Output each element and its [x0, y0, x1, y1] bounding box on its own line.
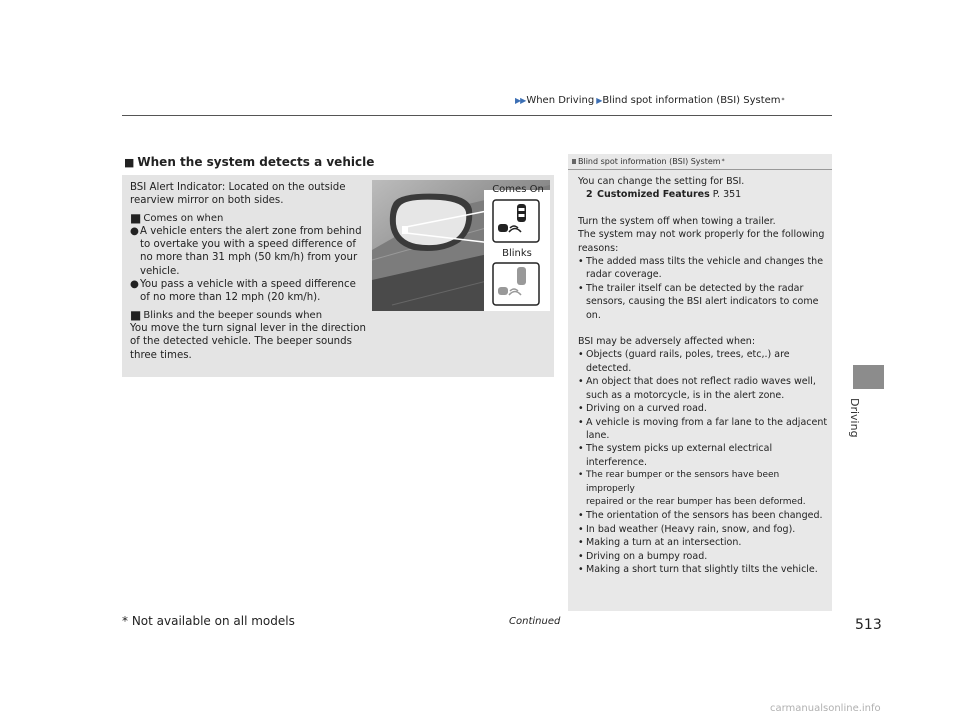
- subheading-blinks: ■ Blinks and the beeper sounds when: [130, 308, 323, 323]
- breadcrumb-item-bsi[interactable]: Blind spot information (BSI) System: [602, 95, 781, 106]
- subheading-square-icon: ■: [130, 308, 142, 323]
- bsi-indicator-blink-icon: [493, 263, 539, 305]
- bullet-icon: •: [578, 403, 584, 415]
- bullet-icon: ●: [130, 279, 139, 291]
- bullet-item: • Making a short turn that slightly tilts the vehicle.: [578, 563, 818, 575]
- watermark: carmanualsonline.info: [770, 703, 881, 714]
- bullet-icon: •: [578, 470, 584, 481]
- bullet-item: • The trailer itself can be detected by the radar sensors, causing the BSI alert indicators to come on.: [578, 282, 819, 321]
- bullet-icon: •: [578, 550, 584, 562]
- header-divider: [122, 115, 832, 116]
- note-marker-icon: [572, 159, 576, 164]
- continued-label: Continued: [509, 616, 561, 627]
- bullet-item: • The system picks up external electrical interference.: [578, 443, 773, 468]
- bullet-icon: •: [578, 376, 584, 388]
- bullet-item: ● A vehicle enters the alert zone from behind to overtake you with a speed difference of no more than 31 mph (50 km/h) from your vehicle.: [130, 225, 362, 277]
- bullet-item: • An object that does not reflect radio waves well, such as a motorcycle, is in the alert zone.: [578, 376, 816, 401]
- bullet-item: ● You pass a vehicle with a speed difference of no more than 12 mph (20 km/h).: [130, 279, 356, 304]
- chapter-label: Driving: [848, 398, 861, 438]
- intro-line: rearview mirror on both sides.: [130, 195, 284, 207]
- bullet-item: • Making a turn at an intersection.: [578, 537, 742, 549]
- bullet-item: • The added mass tilts the vehicle and changes the radar coverage.: [578, 256, 824, 281]
- breadcrumb-arrow-icon: ▶▶: [515, 96, 526, 105]
- content-text: BSI Alert Indicator: Located on the outside rearview mirror on both sides. ■ Comes on when ● A vehicle enters the alert zone from behind to overtake you with a speed difference of no more than 31 mph (50 km/h) from your vehicle. ● You pass a vehicle with a speed difference of no more than 12 mph (20 km/h). ■ Blinks and the beeper sounds when You move the turn signal lever in the direction of the detected vehicle. The beeper sounds three times.: [130, 181, 368, 362]
- bullet-icon: •: [578, 416, 584, 428]
- footnote: * Not available on all models: [122, 614, 295, 628]
- label-comes-on: Comes On: [492, 184, 544, 195]
- subheading-comes-on: ■ Comes on when: [130, 211, 224, 226]
- intro-line: BSI Alert Indicator: Located on the outside: [130, 182, 346, 193]
- bsi-indicator-on-icon: [493, 200, 539, 242]
- side-note-divider: [568, 169, 832, 170]
- chapter-tab: [853, 365, 884, 389]
- breadcrumb-footnote-mark: *: [781, 97, 785, 104]
- bullet-item: • In bad weather (Heavy rain, snow, and fog).: [578, 523, 796, 535]
- bullet-item: • The orientation of the sensors has been changed.: [578, 510, 823, 522]
- bullet-item: • Driving on a curved road.: [578, 403, 707, 415]
- section-title: ■ When the system detects a vehicle: [124, 155, 375, 169]
- breadcrumb-item-when-driving[interactable]: When Driving: [526, 95, 595, 106]
- bullet-icon: •: [578, 523, 584, 535]
- bullet-icon: •: [578, 510, 584, 522]
- xref-arrow-icon: 2: [586, 189, 593, 201]
- bullet-item: • Objects (guard rails, poles, trees, etc,.) are detected.: [578, 349, 790, 374]
- bullet-icon: •: [578, 256, 584, 268]
- bullet-icon: •: [578, 537, 584, 549]
- bullet-icon: •: [578, 282, 584, 294]
- side-note-header: Blind spot information (BSI) System *: [572, 157, 725, 166]
- label-blinks: Blinks: [502, 248, 532, 259]
- subheading-square-icon: ■: [130, 211, 142, 226]
- cross-reference[interactable]: 2 Customized Features P. 351: [586, 189, 742, 201]
- bullet-item: • A vehicle is moving from a far lane to the adjacent lane.: [578, 416, 828, 441]
- section-square-icon: ■: [124, 156, 135, 169]
- bullet-item: • Driving on a bumpy road.: [578, 550, 708, 562]
- breadcrumb-arrow-icon: ▶: [596, 96, 602, 105]
- page-number: 513: [855, 617, 882, 633]
- bullet-item: • The rear bumper or the sensors have been improperly repaired or the rear bumper has been deformed.: [578, 469, 828, 509]
- side-note-text: You can change the setting for BSI. 2 Customized Features P. 351 Turn the system off when towing a trailer. The system may not work properly for the following reasons: • The added mass tilts the vehicle and changes the radar coverage. • The trailer itself can be detected by the radar sensors, causing the BSI alert indicators to come on. BSI may be adversely affected when: • Objects (guard rails, poles, trees, etc,.) are detected. • An object that does not reflect radio waves well, such as a motorcycle, is in the alert zone. • Driving on a curved road. • A vehicle is moving from a far lane to the adjacent lane. • The system picks up external electrical interference. • The rear bumper or the sensors have been improperly repaired or the rear bumper has been deformed. • The orientation of the sensors has been changed. • In bad weather (Heavy rain, snow, and fog). • Making a turn at an intersection. • Driving on a bumpy road. • Making a short turn that slightly tilts the vehicle.: [578, 176, 828, 575]
- bullet-icon: ●: [130, 225, 139, 237]
- breadcrumb: [515, 95, 785, 106]
- bullet-icon: •: [578, 443, 584, 455]
- bullet-icon: •: [578, 563, 584, 575]
- bullet-icon: •: [578, 349, 584, 361]
- bsi-mirror-illustration: [372, 180, 550, 311]
